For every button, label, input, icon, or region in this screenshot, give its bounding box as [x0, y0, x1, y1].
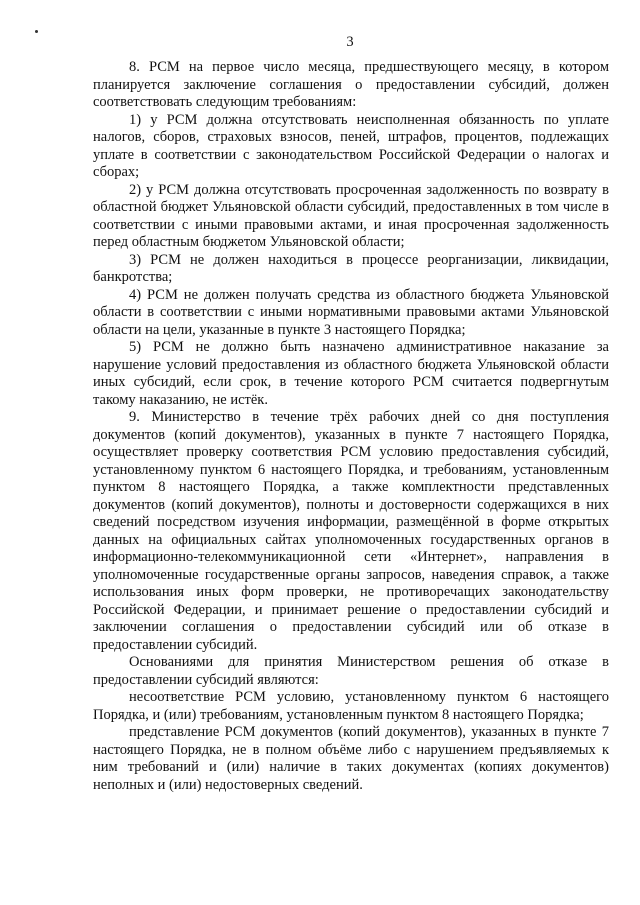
paragraph-subitem-2: 2) у РСМ должна отсутствовать просроченная задолженность по возврату в областной бюджет Ульяновской области субсидий, предоставленных в том числе в соответствии с иными правовыми актами, и иная просроченная задолженность перед областным бюджетом Ульяновской области; [93, 181, 609, 250]
paragraph-refusal-grounds: Основаниями для принятия Министерством решения об отказе в предоставлении субсидий являются: [93, 654, 609, 688]
page-number: 3 [346, 34, 354, 50]
paragraph-ground-1: несоответствие РСМ условию, установленному пунктом 6 настоящего Порядка, и (или) требованиям, установленным пунктом 8 настоящего Порядка; [93, 689, 609, 723]
paragraph-item-9: 9. Министерство в течение трёх рабочих дней со дня поступления документов (копий документов), указанных в пункте 7 настоящего Порядка, осуществляет проверку соответствия РСМ условию предоставления субсидий, установленному пунктом 6 настоящего Порядка, и требованиям, установленным пунктом 8 настоящего Порядка, а также комплектности представленных документов (копий документов), полноты и достоверности содержащихся в них сведений посредством изучения информации, размещённой в форме открытых данных на официальных сайтах уполномоченных государственных органов в информационно-телекоммуникационной сети «Интернет», направления в уполномоченные государственные органы запросов, наведения справок, а также использования иных форм проверки, не противоречащих законодательству Российской Федерации, и принимает решение о предоставлении субсидий и заключении соглашения о предоставлении субсидий или об отказе в предоставлении субсидий. [93, 409, 609, 653]
paragraph-subitem-4: 4) РСМ не должен получать средства из областного бюджета Ульяновской области в соответствии с иными нормативными правовыми актами Ульяновской области на цели, указанные в пункте 3 настоящего Порядка; [93, 286, 609, 338]
paragraph-ground-2: представление РСМ документов (копий документов), указанных в пункте 7 настоящего Порядка, не в полном объёме либо с нарушением предъявляемых к ним требований и (или) наличие в таких документах (копиях документов) неполных и (или) недостоверных сведений. [93, 724, 609, 793]
paragraph-subitem-5: 5) РСМ не должно быть назначено административное наказание за нарушение условий предоставления из областного бюджета Ульяновской области иных субсидий, если срок, в течение которого РСМ считается подвергнутым такому наказанию, не истёк. [93, 339, 609, 408]
paragraph-item-8: 8. РСМ на первое число месяца, предшествующего месяцу, в котором планируется заключение соглашения о предоставлении субсидий, должен соответствовать следующим требованиям: [93, 59, 609, 110]
scan-artifact-dot [35, 30, 38, 33]
paragraph-subitem-3: 3) РСМ не должен находиться в процессе реорганизации, ликвидации, банкротства; [93, 251, 609, 285]
document-body [93, 59, 609, 794]
paragraph-subitem-1: 1) у РСМ должна отсутствовать неисполненная обязанность по уплате налогов, сборов, страховых взносов, пеней, штрафов, процентов, подлежащих уплате в соответствии с законодательством Российской Федерации о налогах и сборах; [93, 111, 609, 180]
